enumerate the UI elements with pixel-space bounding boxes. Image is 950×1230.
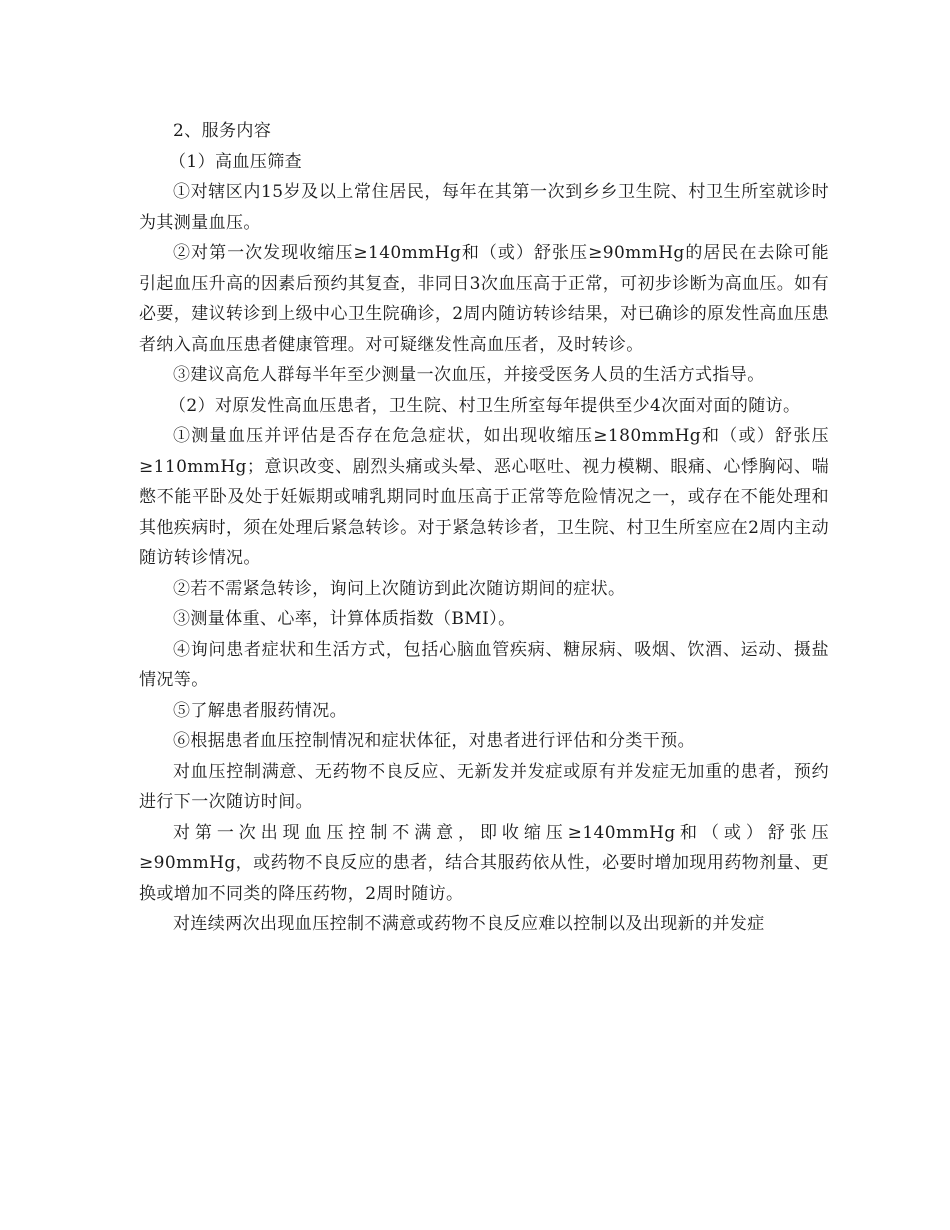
paragraph-followup-2: ②若不需紧急转诊，询问上次随访到此次随访期间的症状。: [173, 578, 626, 599]
paragraph-satisfied-control: 对血压控制满意、无药物不良反应、无新发并发症或原有并发症无加重的患者，预约进行下一次随访时间。: [139, 761, 829, 812]
paragraph-followup-5: ⑤了解患者服药情况。: [173, 700, 347, 721]
paragraph-consecutive-unsatisfied: 对连续两次出现血压控制不满意或药物不良反应难以控制以及出现新的并发症: [173, 914, 765, 934]
paragraph-screening-3: ③建议高危人群每半年至少测量一次血压，并接受医务人员的生活方式指导。: [173, 365, 765, 385]
paragraph-followup-3: ③测量体重、心率，计算体质指数（BMI）。: [173, 609, 516, 629]
paragraph-followup-4: ④询问患者症状和生活方式，包括心脑血管疾病、糖尿病、吸烟、饮酒、运动、摄盐情况等。: [139, 639, 829, 690]
paragraph-first-unsatisfied: 对第一次出现血压控制不满意，即收缩压≥140mmHg和（或）舒张压≥90mmHg，或药物不良反应的患者，结合其服药依从性，必要时增加现用药物剂量、更换或增加不同类的降压药物，2周时随访。: [139, 822, 829, 904]
subheading-screening: （1）高血压筛查: [169, 151, 303, 172]
document-body: [139, 116, 829, 940]
paragraph-followup-6: ⑥根据患者血压控制情况和症状体征，对患者进行评估和分类干预。: [173, 731, 695, 751]
paragraph-screening-2: ②对第一次发现收缩压≥140mmHg和（或）舒张压≥90mmHg的居民在去除可能引起血压升高的因素后预约其复查，非同日3次血压高于正常，可初步诊断为高血压。如有必要，建议转诊到上级中心卫生院确诊，2周内随访转诊结果，对已确诊的原发性高血压患者纳入高血压患者健康管理。对可疑继发性高血压者，及时转诊。: [139, 243, 829, 355]
paragraph-screening-1: ①对辖区内15岁及以上常住居民，每年在其第一次到乡乡卫生院、村卫生所室就诊时为其测量血压。: [139, 182, 829, 233]
subheading-followup: （2）对原发性高血压患者，卫生院、村卫生所室每年提供至少4次面对面的随访。: [169, 395, 801, 416]
section-heading: 2、服务内容: [173, 121, 272, 141]
paragraph-followup-1: ①测量血压并评估是否存在危急症状，如出现收缩压≥180mmHg和（或）舒张压≥110mmHg；意识改变、剧烈头痛或头晕、恶心呕吐、视力模糊、眼痛、心悸胸闷、喘憋不能平卧及处于妊娠期或哺乳期同时血压高于正常等危险情况之一，或存在不能处理和其他疾病时，须在处理后紧急转诊。对于紧急转诊者，卫生院、村卫生所室应在2周内主动随访转诊情况。: [139, 426, 829, 568]
